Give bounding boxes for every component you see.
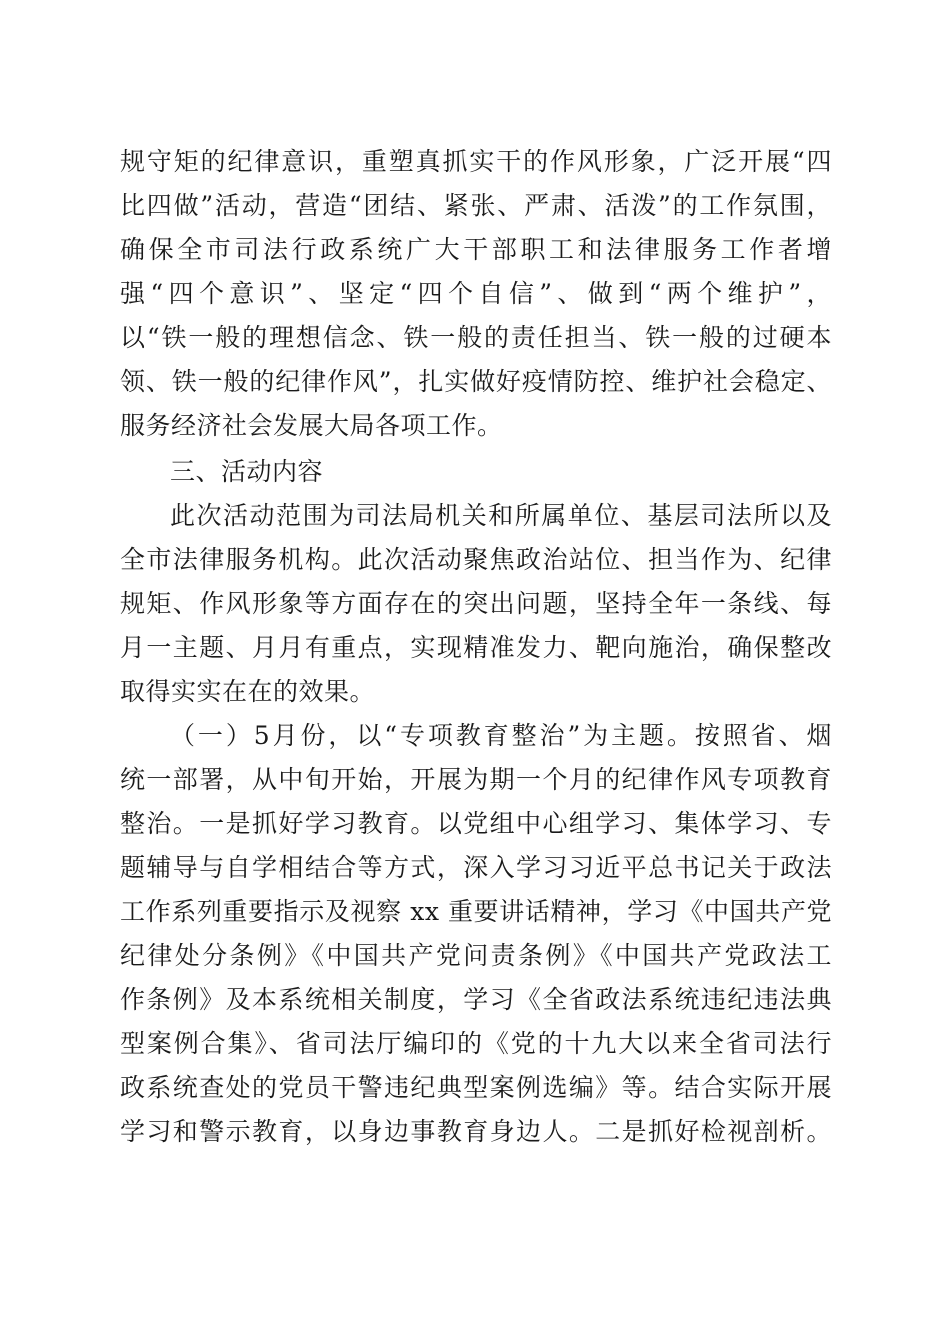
paragraph-3-line-8: 型案例合集》、省司法厅编印的《党的十九大以来全省司法行 — [120, 1029, 832, 1058]
paragraph-3-line-5: 工作系列重要指示及视察 xx 重要讲话精神，学习《中国共产党 — [120, 897, 832, 926]
paragraph-2-line-3: 规矩、作风形象等方面存在的突出问题，坚持全年一条线、每 — [120, 589, 832, 618]
paragraph-3-line-7: 作条例》及本系统相关制度，学习《全省政法系统违纪违法典 — [120, 985, 832, 1014]
paragraph-3-line-2: 统一部署，从中旬开始，开展为期一个月的纪律作风专项教育 — [120, 765, 832, 794]
section-heading: 三、活动内容 — [170, 457, 324, 486]
paragraph-2-line-1: 此次活动范围为司法局机关和所属单位、基层司法所以及 — [170, 501, 832, 530]
paragraph-3-line-10: 学习和警示教育，以身边事教育身边人。二是抓好检视剖析。 — [120, 1117, 832, 1146]
paragraph-1-line-3: 确保全市司法行政系统广大干部职工和法律服务工作者增 — [120, 235, 832, 264]
paragraph-1-line-5: 以“铁一般的理想信念、铁一般的责任担当、铁一般的过硬本 — [120, 323, 832, 352]
paragraph-3-line-9: 政系统查处的党员干警违纪典型案例选编》等。结合实际开展 — [120, 1073, 832, 1102]
paragraph-3-line-4: 题辅导与自学相结合等方式，深入学习习近平总书记关于政法 — [120, 853, 832, 882]
paragraph-3-line-1: （一）5月份，以“专项教育整治”为主题。按照省、烟 — [170, 721, 832, 750]
paragraph-1-line-7: 服务经济社会发展大局各项工作。 — [120, 411, 503, 440]
paragraph-2-line-5: 取得实实在在的效果。 — [120, 677, 376, 706]
paragraph-2-line-2: 全市法律服务机构。此次活动聚焦政治站位、担当作为、纪律 — [120, 545, 832, 574]
paragraph-1-line-1: 规守矩的纪律意识，重塑真抓实干的作风形象，广泛开展“四 — [120, 147, 832, 176]
paragraph-1-line-4: 强“四个意识”、坚定“四个自信”、做到“两个维护”， — [120, 279, 832, 308]
paragraph-1-line-6: 领、铁一般的纪律作风”，扎实做好疫情防控、维护社会稳定、 — [120, 367, 832, 396]
paragraph-3-line-3: 整治。一是抓好学习教育。以党组中心组学习、集体学习、专 — [120, 809, 832, 838]
paragraph-2-line-4: 月一主题、月月有重点，实现精准发力、靶向施治，确保整改 — [120, 633, 832, 662]
paragraph-1-line-2: 比四做”活动，营造“团结、紧张、严肃、活泼”的工作氛围， — [120, 191, 832, 220]
paragraph-3-line-6: 纪律处分条例》《中国共产党问责条例》《中国共产党政法工 — [120, 941, 832, 970]
